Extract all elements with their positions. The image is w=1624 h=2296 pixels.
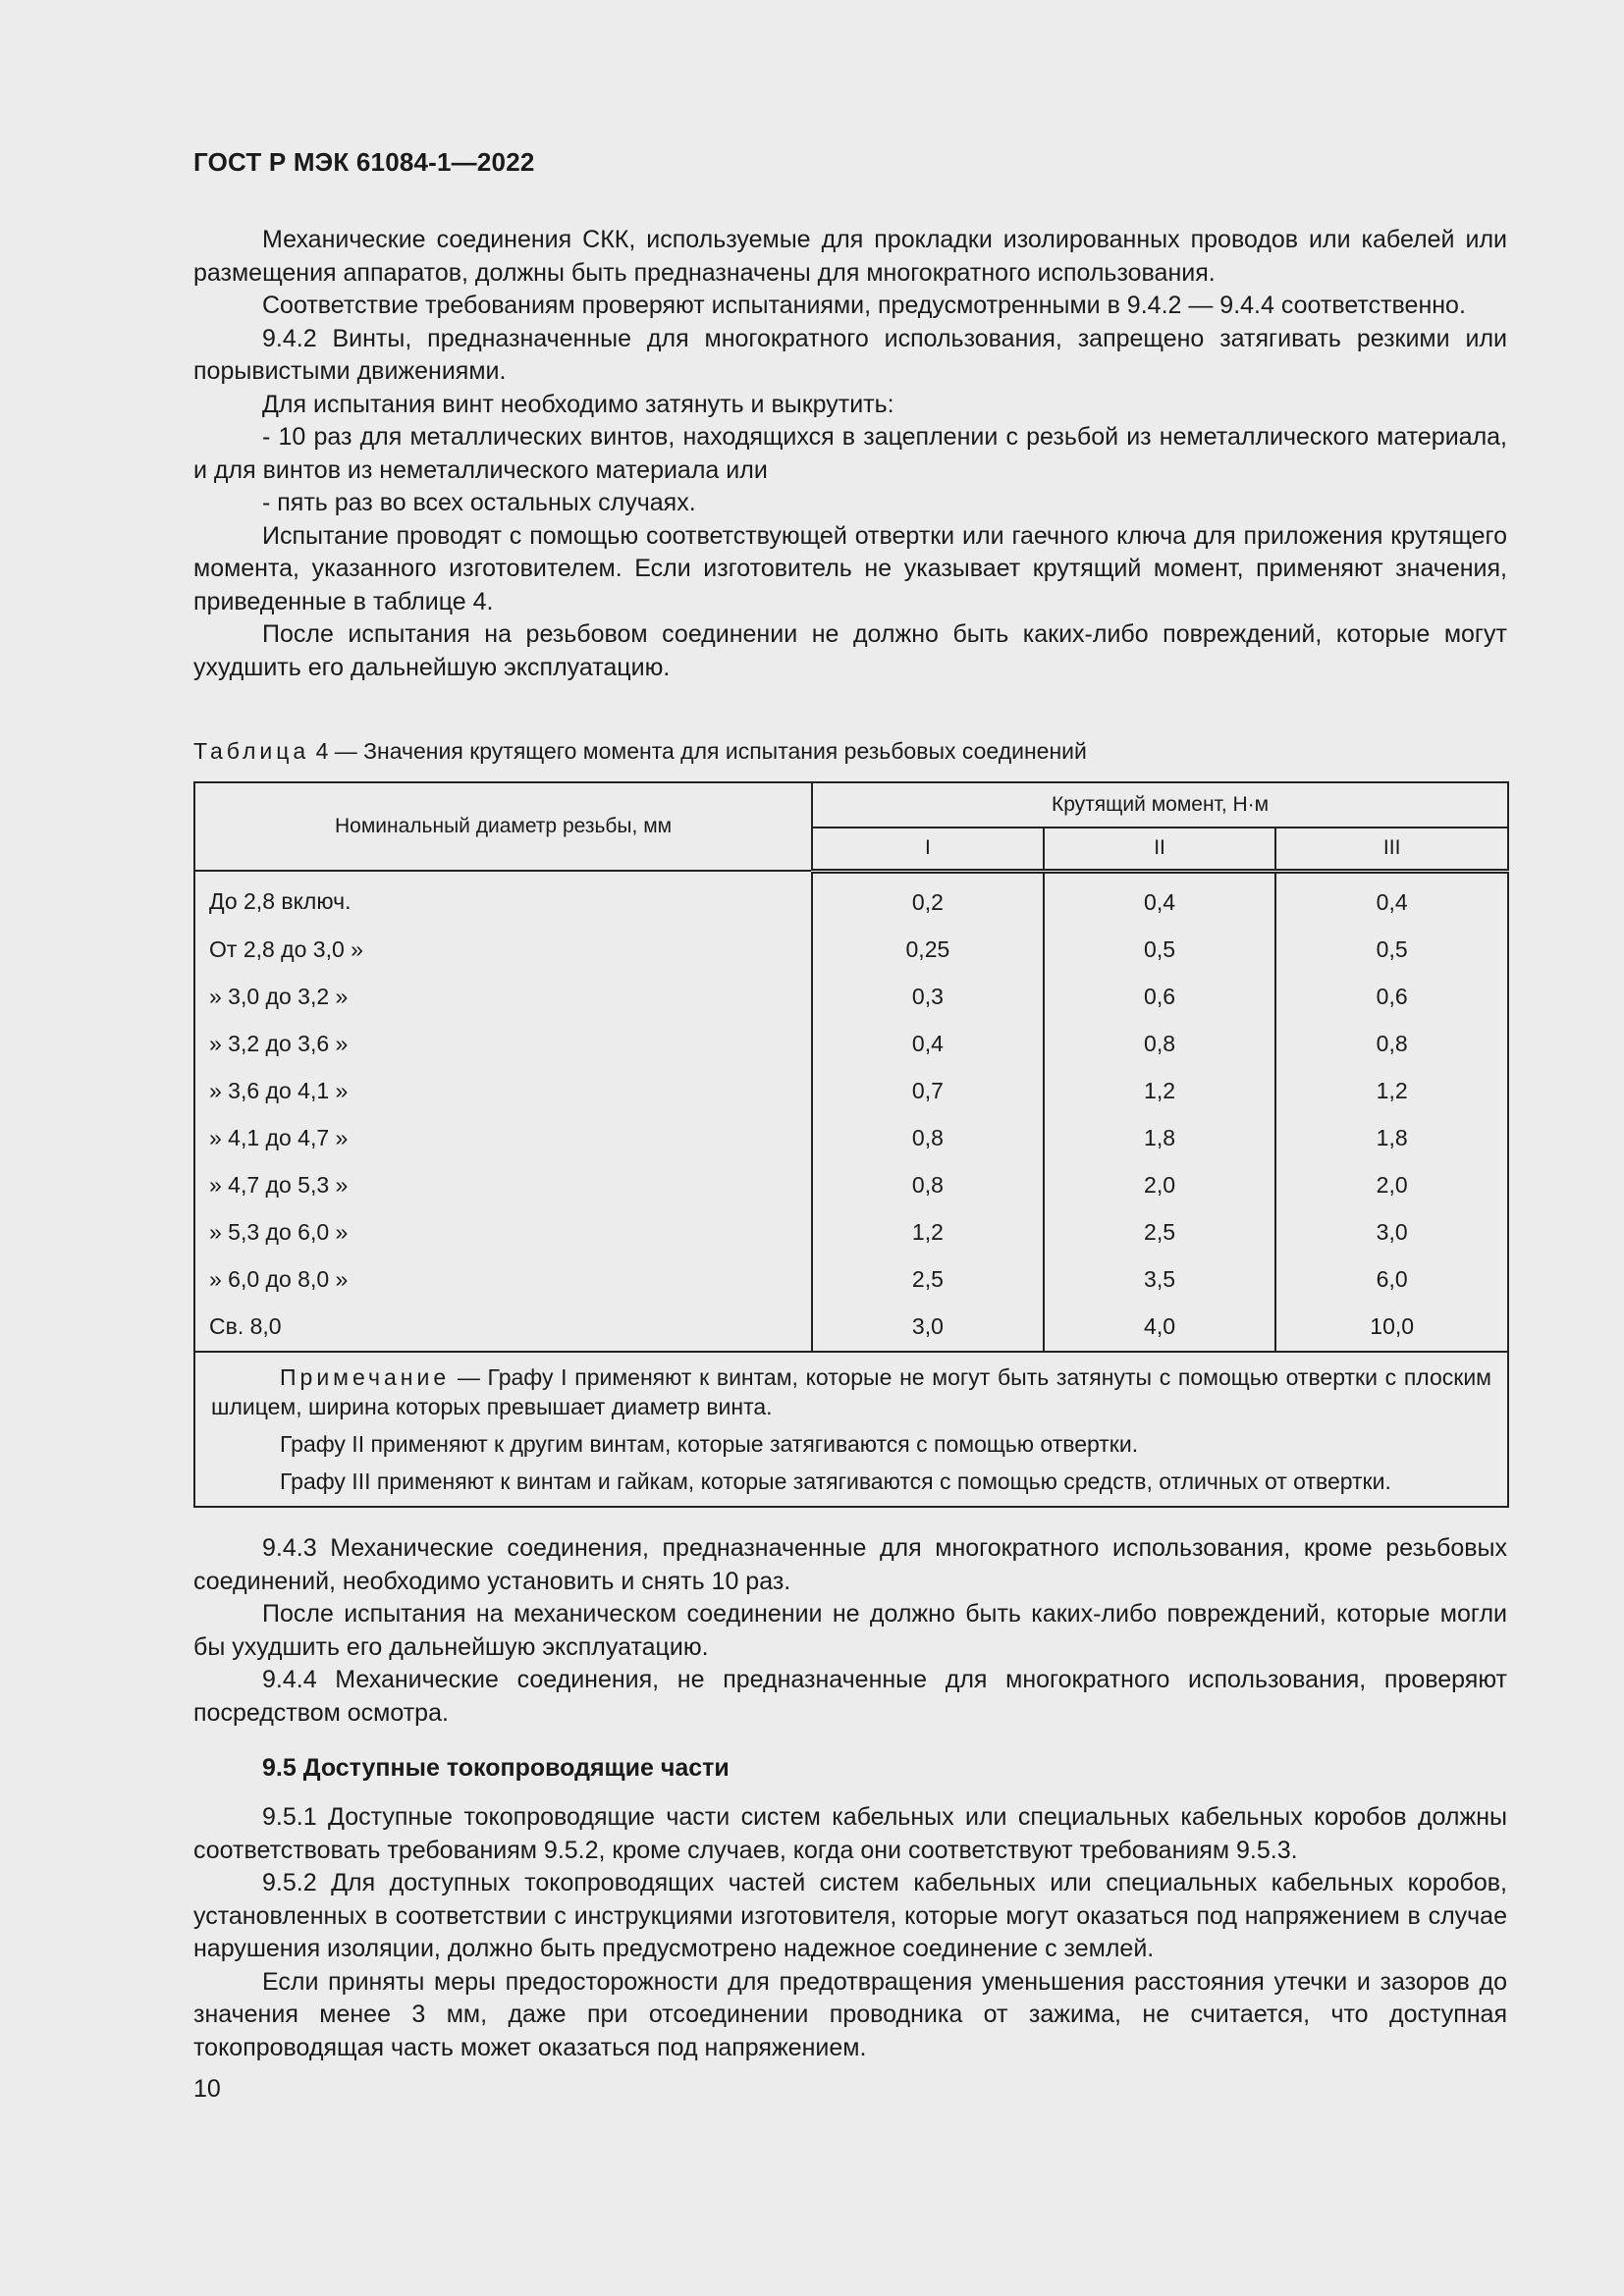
cell-value: 10,0 bbox=[1275, 1304, 1508, 1352]
header-diameter: Номинальный диаметр резьбы, мм bbox=[194, 782, 812, 871]
cell-value: 0,4 bbox=[1044, 871, 1276, 927]
cell-value: 0,6 bbox=[1044, 974, 1276, 1021]
cell-value: 0,8 bbox=[812, 1162, 1044, 1209]
table-row bbox=[194, 1304, 1508, 1352]
torque-table bbox=[193, 781, 1509, 1353]
page-number: 10 bbox=[193, 2075, 221, 2103]
table-row bbox=[194, 927, 1508, 974]
list-item: - 10 раз для металлических винтов, находящихся в зацеплении с резьбой из неметаллического материала, и для винтов из неметаллического материала или bbox=[193, 423, 1507, 484]
table-row bbox=[194, 1021, 1508, 1068]
table-caption bbox=[193, 738, 1087, 765]
table-row bbox=[194, 1162, 1508, 1209]
cell-value: 0,25 bbox=[812, 927, 1044, 974]
table-row bbox=[194, 1209, 1508, 1256]
intro-text bbox=[193, 224, 1507, 684]
paragraph: Механические соединения СКК, используемые для прокладки изолированных проводов или кабелей или размещения аппаратов, должны быть предназначены для многократного использования. bbox=[193, 226, 1507, 287]
cell-value: 0,2 bbox=[812, 871, 1044, 927]
table-caption-title: 4 — Значения крутящего момента для испытания резьбовых соединений bbox=[315, 738, 1087, 764]
cell-value: 2,5 bbox=[1044, 1209, 1276, 1256]
cell-range: » 3,2 до 3,6 » bbox=[194, 1021, 812, 1068]
paragraph: 9.5.2 Для доступных токопроводящих частей систем кабельных или специальных кабельных коробов, установленных в соответствии с инструкциями изготовителя, которые могут оказаться под напряжением в случае нарушения изоляции, должно быть предусмотрено надежное соединение с землей. bbox=[193, 1869, 1507, 1962]
torque-table-wrapper bbox=[193, 781, 1509, 1508]
note-text: — Графу I применяют к винтам, которые не могут быть затянуты с помощью отвертки с плоским шлицем, ширина которых превышает диаметр винта. bbox=[211, 1363, 1491, 1419]
document-header: ГОСТ Р МЭК 61084-1—2022 bbox=[193, 147, 535, 177]
cell-value: 0,4 bbox=[812, 1021, 1044, 1068]
paragraph: Соответствие требованиям проверяют испытаниями, предусмотренными в 9.4.2 — 9.4.4 соответственно. bbox=[262, 292, 1466, 319]
table-row bbox=[194, 974, 1508, 1021]
cell-range: » 3,6 до 4,1 » bbox=[194, 1068, 812, 1115]
cell-value: 1,8 bbox=[1044, 1115, 1276, 1162]
cell-range: » 6,0 до 8,0 » bbox=[194, 1256, 812, 1304]
cell-value: 4,0 bbox=[1044, 1304, 1276, 1352]
paragraph: После испытания на резьбовом соединении не должно быть каких-либо повреждений, которые могут ухудшить его дальнейшую эксплуатацию. bbox=[193, 620, 1507, 681]
cell-range: Св. 8,0 bbox=[194, 1304, 812, 1352]
cell-value: 0,4 bbox=[1275, 871, 1508, 927]
paragraph: Для испытания винт необходимо затянуть и выкрутить: bbox=[262, 390, 894, 418]
header-col-i: I bbox=[812, 828, 1044, 871]
cell-range: До 2,8 включ. bbox=[194, 871, 812, 927]
table-row bbox=[194, 1256, 1508, 1304]
cell-value: 1,8 bbox=[1275, 1115, 1508, 1162]
table-note bbox=[193, 1353, 1509, 1508]
paragraph: Если приняты меры предосторожности для предотвращения уменьшения расстояния утечки и зазоров до значения менее 3 мм, даже при отсоединении проводника от зажима, не считается, что доступная токопроводящая часть может оказаться под напряжением. bbox=[193, 1967, 1507, 2061]
table-row bbox=[194, 1115, 1508, 1162]
cell-range: » 4,1 до 4,7 » bbox=[194, 1115, 812, 1162]
table-caption-label: Таблица bbox=[193, 738, 310, 764]
section-heading: 9.5 Доступные токопроводящие части bbox=[262, 1754, 730, 1782]
paragraph: 9.5.1 Доступные токопроводящие части систем кабельных или специальных кабельных коробов должны соответствовать требованиям 9.5.2, кроме случаев, когда они соответствуют требованиям 9.5.3. bbox=[193, 1803, 1507, 1864]
cell-value: 2,0 bbox=[1275, 1162, 1508, 1209]
header-col-iii: III bbox=[1275, 828, 1508, 871]
cell-range: » 5,3 до 6,0 » bbox=[194, 1209, 812, 1256]
header-col-ii: II bbox=[1044, 828, 1276, 871]
note-label: Примечание bbox=[280, 1363, 451, 1390]
cell-value: 0,7 bbox=[812, 1068, 1044, 1115]
cell-value: 1,2 bbox=[1275, 1068, 1508, 1115]
cell-range: » 4,7 до 5,3 » bbox=[194, 1162, 812, 1209]
cell-range: От 2,8 до 3,0 » bbox=[194, 927, 812, 974]
paragraph: 9.4.2 Винты, предназначенные для многократного использования, запрещено затягивать резкими или порывистыми движениями. bbox=[193, 324, 1507, 385]
header-torque: Крутящий момент, Н·м bbox=[812, 782, 1508, 828]
paragraph: 9.4.3 Механические соединения, предназначенные для многократного использования, кроме резьбовых соединений, необходимо установить и снять 10 раз. bbox=[193, 1534, 1507, 1595]
cell-value: 3,5 bbox=[1044, 1256, 1276, 1304]
paragraph: После испытания на механическом соединении не должно быть каких-либо повреждений, которые могли бы ухудшить его дальнейшую эксплуатацию. bbox=[193, 1600, 1507, 1661]
after-table-text bbox=[193, 1532, 1507, 1730]
cell-value: 0,8 bbox=[1275, 1021, 1508, 1068]
list-item: - пять раз во всех остальных случаях. bbox=[262, 489, 696, 516]
cell-value: 3,0 bbox=[812, 1304, 1044, 1352]
cell-value: 2,5 bbox=[812, 1256, 1044, 1304]
cell-range: » 3,0 до 3,2 » bbox=[194, 974, 812, 1021]
cell-value: 3,0 bbox=[1275, 1209, 1508, 1256]
paragraph: Испытание проводят с помощью соответствующей отвертки или гаечного ключа для приложения крутящего момента, указанного изготовителем. Если изготовитель не указывает крутящий момент, применяют значения, приведенные в таблице 4. bbox=[193, 521, 1507, 615]
cell-value: 0,5 bbox=[1044, 927, 1276, 974]
cell-value: 0,8 bbox=[1044, 1021, 1276, 1068]
note-paragraph: Графу II применяют к другим винтам, которые затягиваются с помощью отвертки. bbox=[280, 1430, 1139, 1457]
paragraph: 9.4.4 Механические соединения, не предназначенные для многократного использования, проверяют посредством осмотра. bbox=[193, 1666, 1507, 1727]
cell-value: 0,3 bbox=[812, 974, 1044, 1021]
section-text bbox=[193, 1801, 1507, 2064]
cell-value: 1,2 bbox=[812, 1209, 1044, 1256]
table-row bbox=[194, 1068, 1508, 1115]
table-row bbox=[194, 871, 1508, 927]
cell-value: 1,2 bbox=[1044, 1068, 1276, 1115]
cell-value: 0,8 bbox=[812, 1115, 1044, 1162]
cell-value: 0,5 bbox=[1275, 927, 1508, 974]
note-paragraph bbox=[211, 1362, 1491, 1421]
cell-value: 6,0 bbox=[1275, 1256, 1508, 1304]
note-paragraph: Графу III применяют к винтам и гайкам, которые затягиваются с помощью средств, отличных от отвертки. bbox=[280, 1468, 1391, 1494]
cell-value: 0,6 bbox=[1275, 974, 1508, 1021]
cell-value: 2,0 bbox=[1044, 1162, 1276, 1209]
